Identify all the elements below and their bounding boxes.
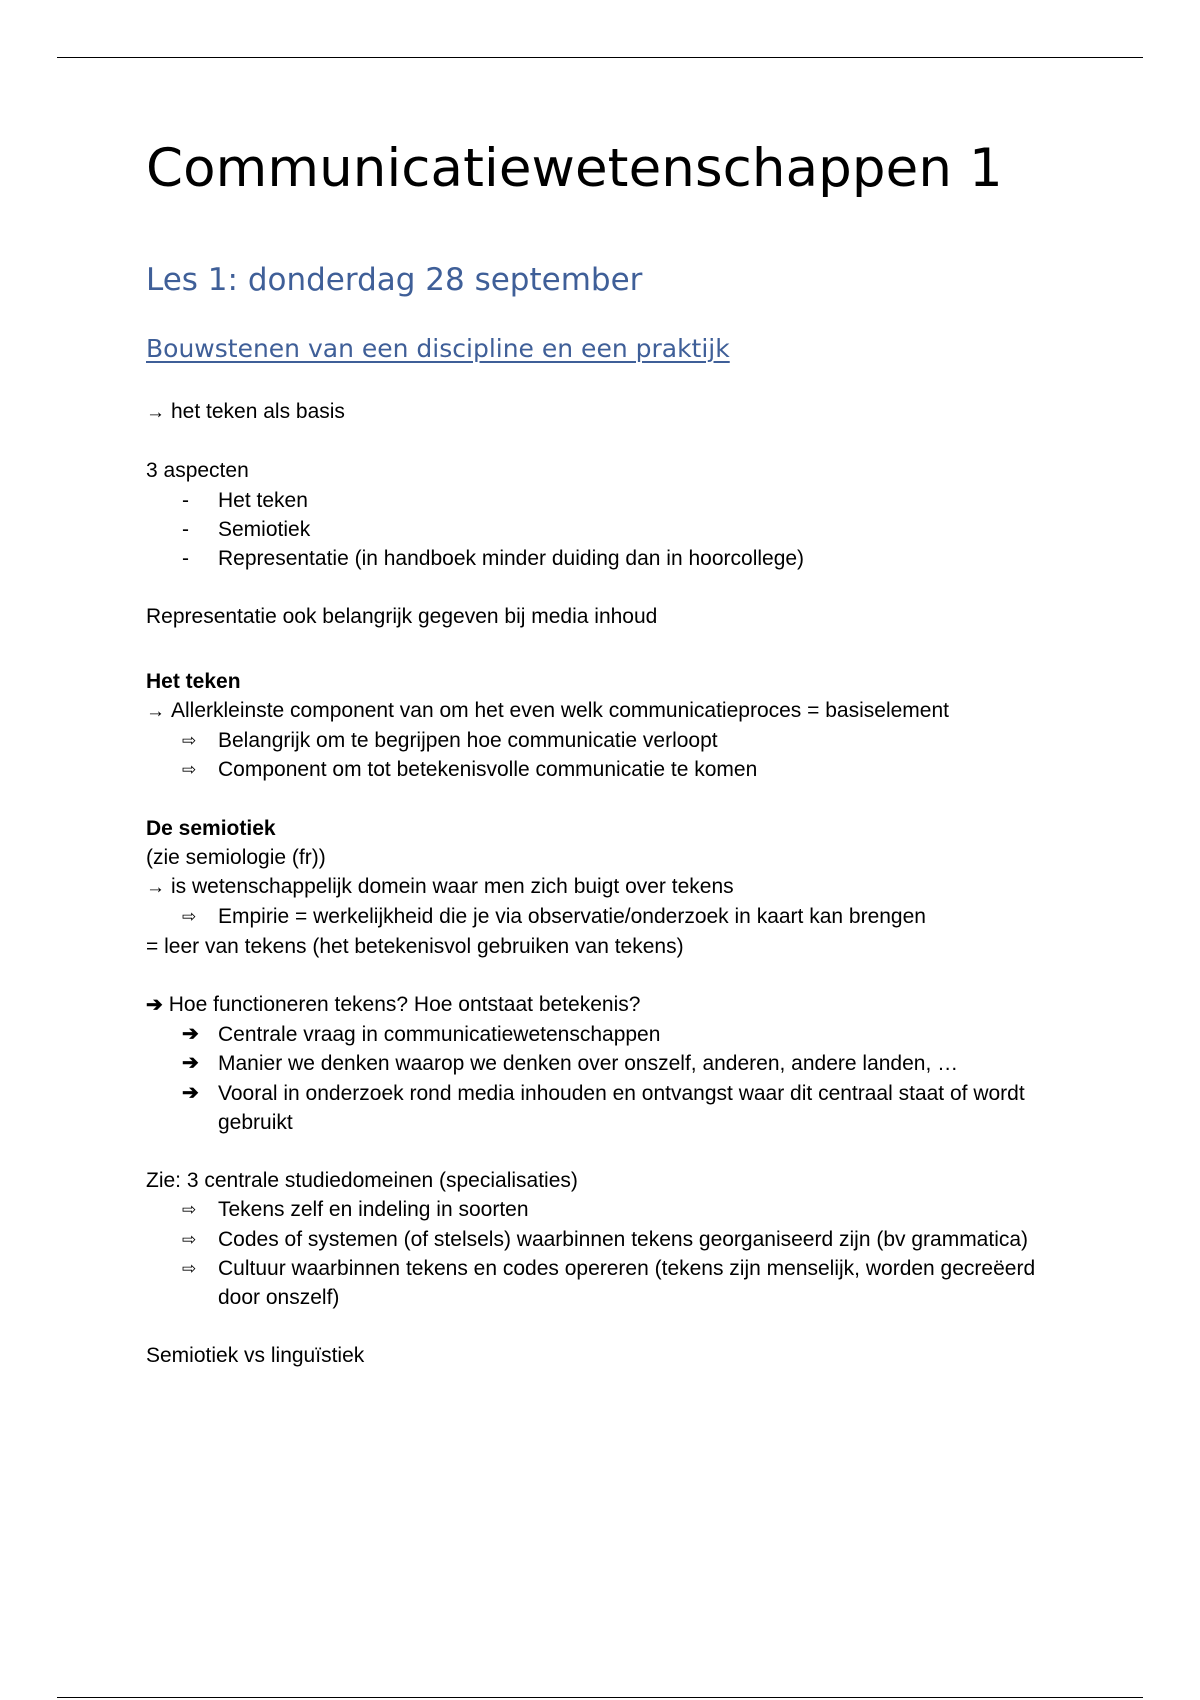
list-item — [146, 755, 1046, 784]
lesson-heading: Les 1: donderdag 28 september — [146, 262, 643, 298]
semiotiek-line — [146, 872, 1046, 902]
semiotiek-item-text: Empirie = werkelijkheid die je via observatie/onderzoek in kaart kan brengen — [218, 905, 926, 929]
aspect-text: Representatie (in handboek minder duiding dan in hoorcollege) — [218, 547, 805, 570]
heavy-arrow-icon: ➔ — [182, 1023, 199, 1046]
het-teken-line — [146, 696, 1046, 726]
domain-item-text: Codes of systemen (of stelsels) waarbinnen tekens georganiseerd zijn (bv grammatica) — [218, 1227, 1029, 1251]
hollow-arrow-icon: ⇨ — [182, 907, 197, 927]
hollow-arrow-icon: ⇨ — [182, 1258, 197, 1278]
aspects-heading: 3 aspecten — [146, 459, 249, 483]
intro-line — [146, 397, 1046, 427]
aspect-text: Semiotiek — [218, 517, 311, 541]
section-heading: Bouwstenen van een discipline en een praktijk — [146, 334, 730, 363]
hollow-arrow-icon: ⇨ — [182, 760, 197, 780]
semiotiek-note: (zie semiologie (fr)) — [146, 845, 326, 869]
list-item — [146, 726, 1046, 755]
heavy-arrow-icon: ➔ — [146, 993, 163, 1016]
dash-bullet: - — [182, 488, 189, 512]
hollow-arrow-icon: ⇨ — [182, 1200, 197, 1220]
list-item — [146, 1049, 1046, 1078]
hollow-arrow-icon: ⇨ — [182, 731, 197, 751]
list-item — [146, 486, 1046, 515]
domain-item-text: Tekens zelf en indeling in soorten — [218, 1198, 529, 1222]
semiotiek-definition: = leer van tekens (het betekenisvol gebruiken van tekens) — [146, 934, 684, 958]
question-item-text: Manier we denken waarop we denken over onszelf, anderen, andere landen, … — [218, 1052, 959, 1076]
page-bottom-rule — [57, 1697, 1143, 1698]
semiotiek-text: is wetenschappelijk domein waar men zich buigt over tekens — [171, 875, 734, 899]
page-top-rule — [57, 57, 1143, 58]
arrow-right-icon: → — [146, 402, 165, 423]
document-body — [146, 397, 1046, 1371]
het-teken-item-text: Belangrijk om te begrijpen hoe communicatie verloopt — [218, 729, 718, 753]
heavy-arrow-icon: ➔ — [182, 1052, 199, 1075]
list-item — [146, 1020, 1046, 1049]
questions-text: Hoe functioneren tekens? Hoe ontstaat betekenis? — [168, 992, 641, 1016]
list-item — [146, 515, 1046, 544]
domain-item-text: Cultuur waarbinnen tekens en codes opereren (tekens zijn menselijk, worden gecreëerd door onszelf) — [218, 1256, 1036, 1309]
domains-heading: Zie: 3 centrale studiedomeinen (specialisaties) — [146, 1169, 578, 1193]
list-item — [146, 544, 1046, 573]
list-item — [146, 1254, 1046, 1312]
questions-line — [146, 990, 1046, 1020]
list-item — [146, 1195, 1046, 1224]
het-teken-heading: Het teken — [146, 669, 241, 693]
question-item-text: Centrale vraag in communicatiewetenschappen — [218, 1023, 661, 1047]
dash-bullet: - — [182, 547, 189, 570]
dash-bullet: - — [182, 517, 189, 541]
intro-text: het teken als basis — [171, 400, 345, 423]
arrow-right-icon: → — [146, 877, 165, 899]
arrow-right-icon: → — [146, 700, 165, 722]
hollow-arrow-icon: ⇨ — [182, 1229, 197, 1249]
aspect-text: Het teken — [218, 488, 308, 512]
het-teken-text: Allerkleinste component van om het even welk communicatieproces = basiselement — [171, 698, 949, 722]
semiotiek-heading: De semiotiek — [146, 816, 276, 840]
list-item — [146, 1225, 1046, 1254]
question-item-text: Vooral in onderzoek rond media inhouden en ontvangst waar dit centraal staat of wordt gebruikt — [218, 1081, 1025, 1134]
representation-note: Representatie ook belangrijk gegeven bij media inhoud — [146, 605, 658, 629]
list-item — [146, 902, 1046, 931]
het-teken-item-text: Component om tot betekenisvolle communicatie te komen — [218, 758, 758, 782]
document-title: Communicatiewetenschappen 1 — [146, 138, 1003, 199]
closing-line: Semiotiek vs linguïstiek — [146, 1344, 365, 1368]
list-item — [146, 1079, 1046, 1137]
heavy-arrow-icon: ➔ — [182, 1081, 199, 1104]
